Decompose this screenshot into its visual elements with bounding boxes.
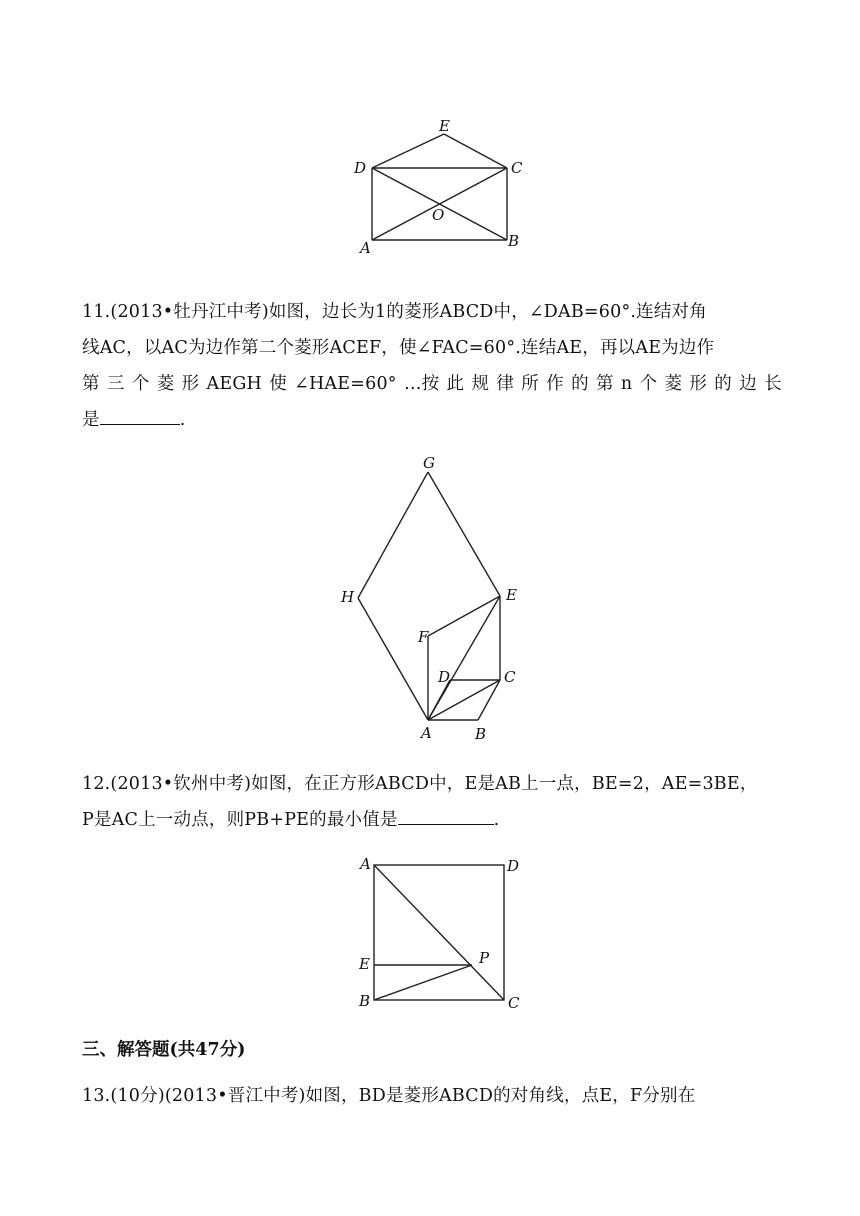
q11-word: 长 (764, 374, 782, 394)
answer-blank-11[interactable] (100, 406, 180, 425)
q11-word: 的 (714, 374, 732, 394)
q11-word: n (620, 374, 633, 394)
label-h: H (341, 588, 355, 606)
label-e: E (439, 117, 450, 135)
q11-line4-suffix: . (179, 410, 186, 430)
q11-word: 所 (521, 374, 539, 394)
segment-gh (358, 472, 428, 598)
label-d: D (507, 857, 520, 875)
q12-line-2 (82, 802, 782, 838)
label-a: A (421, 724, 432, 742)
label-p: P (479, 949, 490, 967)
figure-square-abcd (350, 852, 530, 1016)
segment-ef (428, 596, 500, 636)
q11-word: 第 (82, 374, 100, 394)
label-g: G (423, 454, 435, 472)
label-b: B (475, 725, 487, 743)
q11-line-1: 11.(2013•牡丹江中考)如图，边长为1的菱形ABCD中，∠DAB=60°.连结对角 (82, 302, 707, 322)
label-c: C (508, 994, 520, 1012)
q11-word: …按 (403, 374, 440, 394)
label-f: F (418, 628, 429, 646)
q11-line-3 (82, 366, 782, 402)
segment-bp (374, 965, 472, 1000)
segment-ec (444, 134, 507, 168)
q11-word: AEGH (206, 374, 262, 394)
q11-word: 此 (446, 374, 465, 394)
segment-ha (358, 598, 428, 720)
label-d: D (354, 159, 367, 177)
q11-line4-prefix: 是 (82, 410, 100, 430)
label-c: C (511, 159, 523, 177)
q11-line-4 (82, 402, 782, 438)
question-13 (82, 1078, 782, 1114)
q12-line-1: 12.(2013•钦州中考)如图，在正方形ABCD中，E是AB上一点，BE=2，AE=3BE， (82, 774, 758, 794)
answer-blank-12[interactable] (398, 806, 494, 825)
label-a: A (360, 855, 371, 873)
q11-word: 使 (269, 374, 287, 394)
label-b: B (508, 232, 520, 250)
q12-line2-prefix: P是AC上一动点，则PB+PE的最小值是 (82, 810, 398, 830)
q11-word: 的 (571, 374, 589, 394)
label-a: A (360, 239, 371, 257)
q11-word: 形 (181, 374, 200, 394)
q11-word: 三 (106, 374, 125, 394)
segment-de (372, 134, 444, 168)
q11-word: 菱 (664, 374, 683, 394)
label-e: E (359, 955, 370, 973)
q11-word: ∠HAE=60° (294, 374, 397, 394)
q11-word: 律 (496, 374, 515, 394)
label-b: B (359, 992, 371, 1010)
q11-word: 个 (131, 374, 150, 394)
section-heading: 三、解答题(共47分) (82, 1040, 246, 1060)
q11-word: 规 (471, 374, 490, 394)
q11-word: 个 (639, 374, 658, 394)
q12-line2-suffix: . (493, 810, 500, 830)
q11-line-2: 线AC，以AC为边作第二个菱形ACEF，使∠FAC=60°.连结AE，再以AE为边作 (82, 338, 715, 358)
segment-ge (428, 472, 500, 596)
diagonal-ac (374, 865, 504, 1000)
label-d: D (438, 668, 451, 686)
figure-rhombus-chain (330, 448, 530, 748)
label-o: O (432, 206, 445, 224)
figure-rectangle-abcd (350, 112, 540, 260)
label-e: E (506, 586, 517, 604)
question-11 (82, 294, 782, 438)
q11-word: 作 (546, 374, 564, 394)
q11-word: 边 (739, 374, 757, 394)
question-12 (82, 766, 782, 838)
q11-word: 菱 (156, 374, 175, 394)
label-c: C (504, 668, 516, 686)
q13-line-1: 13.(10分)(2013•晋江中考)如图，BD是菱形ABCD的对角线，点E，F分别在 (82, 1086, 696, 1106)
q11-word: 第 (595, 374, 614, 394)
q11-word: 形 (689, 374, 708, 394)
